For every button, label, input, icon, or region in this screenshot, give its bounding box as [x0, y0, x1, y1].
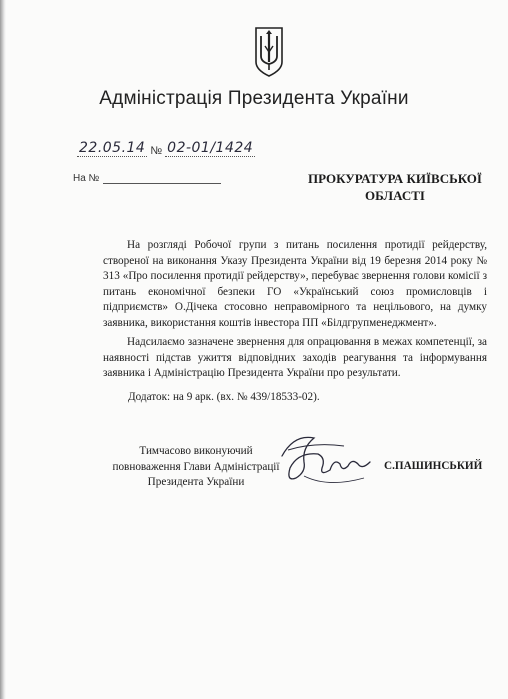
signatory-title [103, 444, 289, 491]
registration-line [77, 140, 255, 157]
number-label: № [150, 145, 163, 157]
letter-body [103, 238, 487, 386]
registration-number: 02-01/1424 [167, 140, 254, 156]
attachment-note: Додаток: на 9 арк. (вх. № 439/18533-02). [128, 391, 320, 403]
signatory-name: С.ПАШИНСЬКИЙ [384, 460, 483, 472]
registration-date: 22.05.14 [79, 140, 146, 156]
reply-blank-field [103, 173, 221, 184]
signatory-title-line-2: повноваження Глави Адміністрації [112, 460, 280, 473]
body-paragraph-2: Надсилаємо зазначене звернення для опрацювання в межах компетенції, за наявності підстав ужиття відповідних заходів реагування та інформування заявника і Адміністрацію Президента України про результати. [103, 336, 487, 379]
signatory-title-line-3: Президента України [147, 476, 245, 488]
recipient-line-2: ОБЛАСТІ [365, 188, 425, 203]
reply-label: На № [73, 173, 100, 184]
organization-title: Адміністрація Президента України [99, 88, 409, 109]
handwritten-signature [274, 428, 380, 492]
signatory-title-line-1: Тимчасово виконуючий [139, 445, 253, 457]
reply-reference-line [73, 173, 221, 184]
recipient-block [306, 170, 484, 204]
trident-emblem-icon [253, 24, 285, 78]
body-paragraph-1: На розгляді Робочої групи з питань посилення протидії рейдерству, створеної на виконання Указу Президента України від 19 березня 2014 року № 313 «Про посилення протидії рейдерству», перебуває звернення голови комісії з питань економічної безпеки ГО «Український союз промисловців і підприємств» О.Дічека стосовно неправомірного та нецільового, на думку заявника, використання коштів інвестора ПП «Білдгрупменеджмент». [103, 239, 487, 329]
recipient-line-1: ПРОКУРАТУРА КИЇВСЬКОЇ [308, 171, 482, 186]
